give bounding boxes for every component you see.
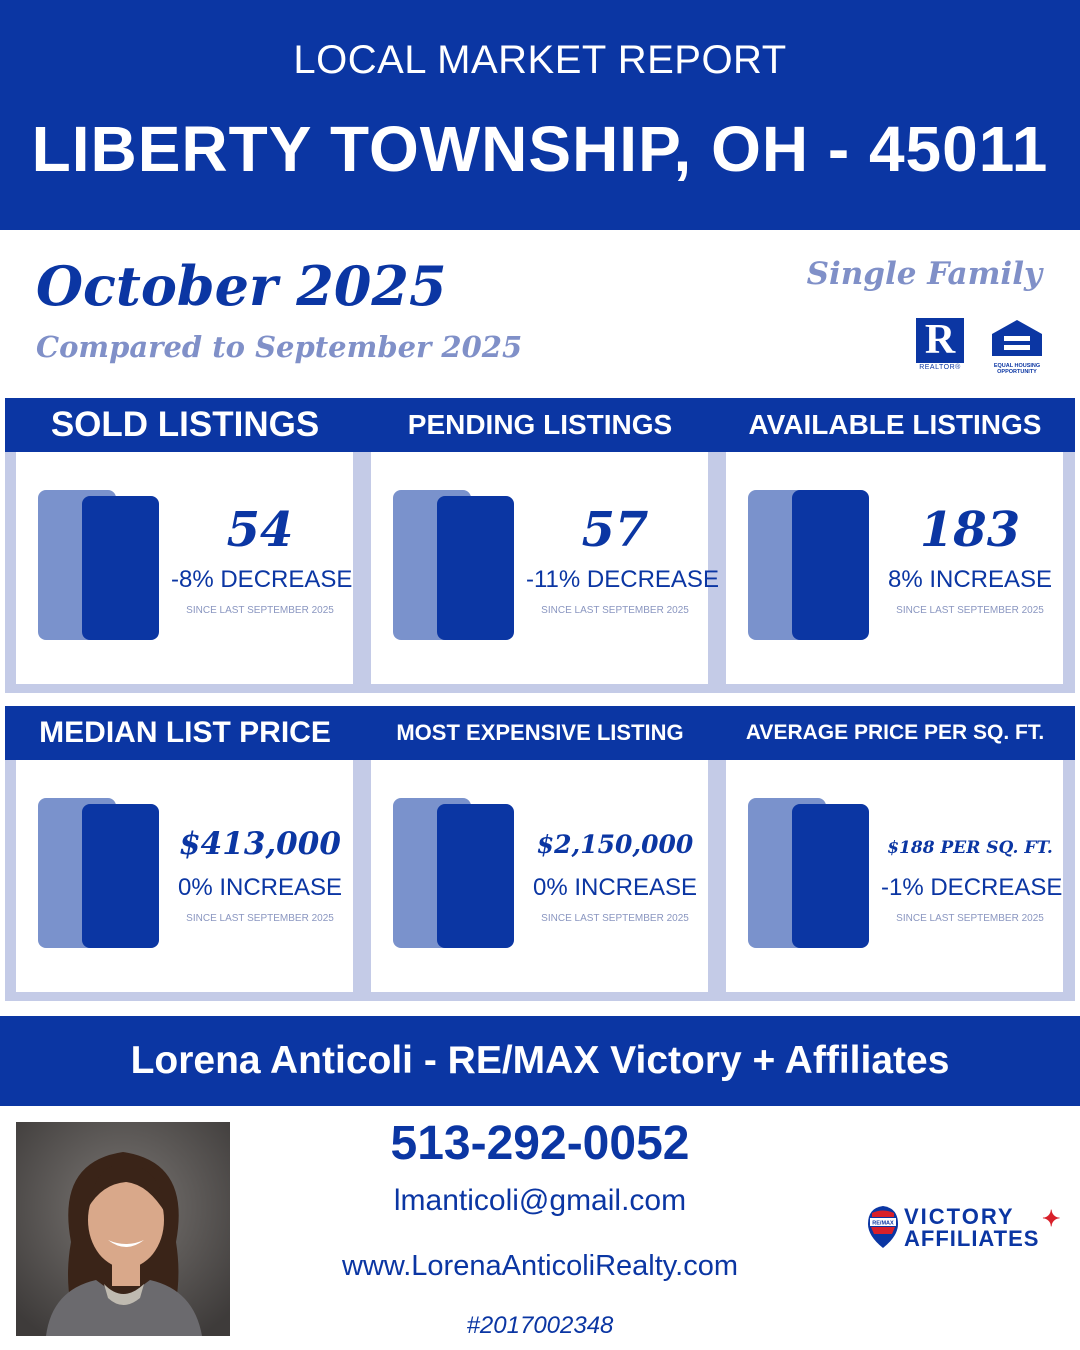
- agent-photo: [16, 1122, 230, 1336]
- stat-value: $188 PER SQ. FT.: [887, 838, 1053, 858]
- average-price-sqft-card: [726, 760, 1063, 992]
- remax-victory-logo: [866, 1204, 1061, 1254]
- most-expensive-listing-card: [371, 760, 708, 992]
- stat-value: 57: [581, 502, 649, 558]
- brand-line-2: AFFILIATES: [904, 1226, 1040, 1251]
- equal-housing-logo: [988, 318, 1046, 374]
- agent-phone[interactable]: 513-292-0052: [390, 1117, 690, 1170]
- remax-balloon-icon: [866, 1204, 900, 1250]
- stat-since: SINCE LAST SEPTEMBER 2025: [896, 605, 1044, 616]
- stat-since: SINCE LAST SEPTEMBER 2025: [896, 913, 1044, 924]
- report-subtitle: LOCAL MARKET REPORT: [293, 38, 787, 82]
- realtor-logo: [916, 318, 964, 372]
- stat-since: SINCE LAST SEPTEMBER 2025: [541, 913, 689, 924]
- label-available-listings: AVAILABLE LISTINGS: [748, 409, 1042, 440]
- sold-listings-card: [16, 452, 353, 684]
- median-list-price-card: [16, 760, 353, 992]
- stat-since: SINCE LAST SEPTEMBER 2025: [186, 605, 334, 616]
- stat-value: $413,000: [179, 826, 341, 862]
- stat-since: SINCE LAST SEPTEMBER 2025: [541, 605, 689, 616]
- brand-line-1: VICTORY: [904, 1204, 1015, 1229]
- realtor-caption: REALTOR®: [919, 364, 961, 371]
- stat-change: 0% INCREASE: [177, 874, 343, 901]
- pending-listings-card: [371, 452, 719, 684]
- card-graphic-front: [792, 490, 869, 640]
- property-type: Single Family: [806, 256, 1042, 292]
- card-graphic-front: [82, 804, 159, 948]
- listing-stats-section: [5, 398, 1075, 693]
- section-header-bar: [5, 398, 1075, 452]
- section-header-bar: [5, 706, 1075, 760]
- realtor-r-icon: R: [916, 318, 964, 363]
- label-average-price-sqft: AVERAGE PRICE PER SQ. FT.: [745, 721, 1045, 744]
- stat-change: -1% DECREASE: [881, 874, 1063, 901]
- report-header: [0, 0, 1080, 230]
- price-stats-section: [5, 706, 1075, 1001]
- available-listings-card: [726, 452, 1063, 684]
- label-most-expensive-listing: MOST EXPENSIVE LISTING: [396, 720, 684, 745]
- label-sold-listings: SOLD LISTINGS: [50, 405, 320, 444]
- stat-since: SINCE LAST SEPTEMBER 2025: [186, 913, 334, 924]
- equal-housing-icon: [988, 318, 1046, 358]
- card-graphic-front: [437, 496, 514, 640]
- comparison-period: Compared to September 2025: [36, 330, 523, 364]
- balloon-text: RE/MAX: [872, 1220, 894, 1227]
- stat-change: 0% INCREASE: [532, 874, 698, 901]
- label-median-list-price: MEDIAN LIST PRICE: [39, 716, 331, 749]
- plus-icon: ✦: [1042, 1206, 1061, 1231]
- eho-caption-1: EQUAL HOUSING: [993, 363, 1041, 369]
- report-title: LIBERTY TOWNSHIP, OH - 45011: [31, 113, 1049, 185]
- agent-email[interactable]: lmanticoli@gmail.com: [393, 1184, 687, 1217]
- agent-banner: Lorena Anticoli - RE/MAX Victory + Affiliates: [0, 1016, 1080, 1106]
- stat-change: -8% DECREASE: [171, 566, 353, 593]
- stat-value: 54: [226, 502, 294, 558]
- card-graphic-front: [82, 496, 159, 640]
- license-number: #2017002348: [466, 1312, 614, 1339]
- stat-value: $2,150,000: [536, 830, 694, 859]
- stat-change: 8% INCREASE: [887, 566, 1053, 593]
- card-graphic-front: [437, 804, 514, 948]
- label-pending-listings: PENDING LISTINGS: [407, 409, 673, 440]
- report-month: October 2025: [36, 254, 447, 318]
- eho-caption-2: OPPORTUNITY: [997, 369, 1037, 375]
- agent-website[interactable]: www.LorenaAnticoliRealty.com: [342, 1250, 738, 1282]
- stat-value: 183: [919, 502, 1021, 558]
- card-graphic-front: [792, 804, 869, 948]
- stat-change: -11% DECREASE: [526, 566, 719, 593]
- agent-portrait-icon: [16, 1122, 230, 1336]
